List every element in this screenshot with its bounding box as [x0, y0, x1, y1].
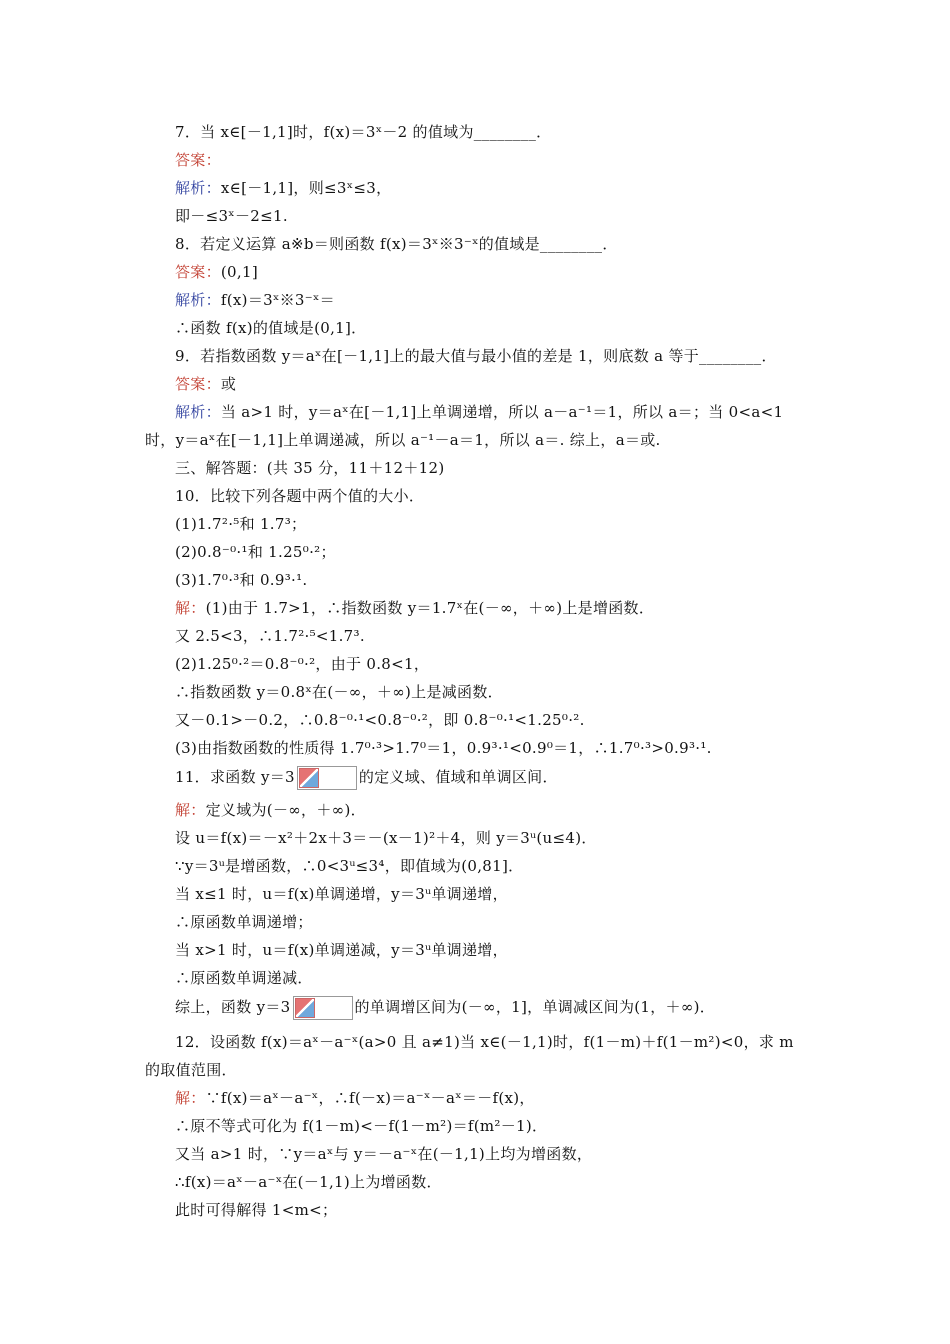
q7-answer-label: 答案：: [175, 151, 221, 169]
q8-question: 8．若定义运算 a※b＝则函数 f(x)＝3ˣ※3⁻ˣ的值域是________．: [175, 235, 618, 253]
broken-image-icon: [295, 998, 315, 1018]
q10-solution-5: 又－0.1>－0.2，∴0.8⁻⁰·¹<0.8⁻⁰·²，即 0.8⁻⁰·¹<1.25⁰·².: [175, 711, 585, 729]
section-heading: 三、解答题：(共 35 分，11＋12＋12): [175, 459, 445, 477]
formula-image-icon: [293, 996, 353, 1020]
q9-answer-value: 或: [220, 375, 237, 393]
q11-question: [175, 764, 558, 790]
q11-solution-6: 当 x>1 时，u＝f(x)单调递减，y＝3ᵘ单调递增，: [175, 941, 508, 959]
q10-solution-4: ∴指数函数 y＝0.8ˣ在(－∞，＋∞)上是减函数．: [175, 683, 503, 701]
q10-solution-label: 解：: [175, 599, 206, 617]
q8-analysis: [175, 290, 335, 310]
q12-solution-4: ∴f(x)＝aˣ－a⁻ˣ在(－1,1)上为增函数．: [175, 1173, 442, 1191]
q9-analysis-label: 解析：: [175, 403, 221, 421]
q11-solution-2: 设 u＝f(x)＝－x²＋2x＋3＝－(x－1)²＋4，则 y＝3ᵘ(u≤4)．: [175, 829, 597, 847]
q10-solution-2: 又 2.5<3，∴1.7²·⁵<1.7³.: [175, 627, 365, 645]
q8-answer: [175, 262, 258, 282]
q12-solution-1-text: ∵f(x)＝aˣ－a⁻ˣ，∴f(－x)＝a⁻ˣ－aˣ＝－f(x)，: [205, 1089, 535, 1107]
q10-part-1: (1)1.7²·⁵和 1.7³；: [175, 515, 307, 533]
q12-question-2: 的取值范围．: [145, 1061, 237, 1079]
q8-analysis-label: 解析：: [175, 291, 221, 309]
q12-question-1: 12．设函数 f(x)＝aˣ－a⁻ˣ(a>0 且 a≠1)当 x∈(－1,1)时，f(1－m)＋f(1－m²)<0，求 m: [175, 1033, 794, 1051]
q9-answer: [175, 374, 236, 394]
q11-question-pre: 11．求函数 y＝3: [175, 768, 295, 786]
q12-solution-1: [175, 1088, 535, 1108]
q11-solution-8-post: 的单调增区间为(－∞，1]，单调减区间为(1，＋∞)．: [354, 998, 716, 1016]
q12-solution-3: 又当 a>1 时，∵y＝aˣ与 y＝－a⁻ˣ在(－1,1)上均为增函数，: [175, 1145, 593, 1163]
q8-analysis-1: f(x)＝3ˣ※3⁻ˣ＝: [220, 291, 335, 309]
q12-solution-5: 此时可得解得 1<m<；: [175, 1201, 338, 1219]
q7-analysis-2: 即－≤3ˣ－2≤1.: [175, 207, 288, 225]
q10-solution-1-text: (1)由于 1.7>1，∴指数函数 y＝1.7ˣ在(－∞，＋∞)上是增函数．: [205, 599, 655, 617]
q11-solution-1-text: 定义域为(－∞，＋∞)．: [205, 801, 366, 819]
q11-solution-7: ∴原函数单调递减．: [175, 969, 313, 987]
q7-analysis: [175, 178, 391, 198]
q11-question-post: 的定义域、值域和单调区间．: [358, 768, 558, 786]
q10-solution-6: (3)由指数函数的性质得 1.7⁰·³>1.7⁰＝1，0.9³·¹<0.9⁰＝1，∴1.7⁰·³>0.9³·¹.: [175, 739, 712, 757]
q10-solution-1: [175, 598, 654, 618]
q9-analysis: [175, 402, 783, 422]
q9-analysis-1: 当 a>1 时，y＝aˣ在[－1,1]上单调递增，所以 a－a⁻¹＝1，所以 a＝；当 0<a<1: [220, 403, 784, 421]
q11-solution-8: [175, 994, 715, 1020]
q10-part-3: (3)1.7⁰·³和 0.9³·¹.: [175, 571, 308, 589]
q11-solution-3: ∵y＝3ᵘ是增函数，∴0<3ᵘ≤3⁴，即值域为(0,81]．: [175, 857, 524, 875]
q8-answer-label: 答案：: [175, 263, 221, 281]
q10-part-2: (2)0.8⁻⁰·¹和 1.25⁰·²；: [175, 543, 336, 561]
q8-answer-value: (0,1]: [220, 263, 258, 281]
q12-solution-2: ∴原不等式可化为 f(1－m)<－f(1－m²)＝f(m²－1)．: [175, 1117, 548, 1135]
q8-analysis-2: ∴函数 f(x)的值域是(0,1]．: [175, 319, 367, 337]
q10-solution-3: (2)1.25⁰·²＝0.8⁻⁰·²，由于 0.8<1，: [175, 655, 430, 673]
q7-analysis-1: x∈[－1,1]，则≤3ˣ≤3，: [220, 179, 392, 197]
broken-image-icon: [299, 768, 319, 788]
q11-solution-1: [175, 800, 366, 820]
q9-analysis-2: 时，y＝aˣ在[－1,1]上单调递减，所以 a⁻¹－a＝1，所以 a＝. 综上，a＝或.: [145, 431, 661, 449]
q12-solution-label: 解：: [175, 1089, 206, 1107]
q11-solution-label: 解：: [175, 801, 206, 819]
formula-image-icon: [297, 766, 357, 790]
q9-question: 9．若指数函数 y＝aˣ在[－1,1]上的最大值与最小值的差是 1，则底数 a 等于________．: [175, 347, 777, 365]
q11-solution-5: ∴原函数单调递增；: [175, 913, 313, 931]
q11-solution-8-pre: 综上，函数 y＝3: [175, 998, 291, 1016]
q9-answer-label: 答案：: [175, 375, 221, 393]
q7-analysis-label: 解析：: [175, 179, 221, 197]
q11-solution-4: 当 x≤1 时，u＝f(x)单调递增，y＝3ᵘ单调递增，: [175, 885, 508, 903]
q7-question: 7．当 x∈[－1,1]时，f(x)＝3ˣ－2 的值域为________．: [175, 123, 552, 141]
q10-question: 10．比较下列各题中两个值的大小．: [175, 487, 425, 505]
